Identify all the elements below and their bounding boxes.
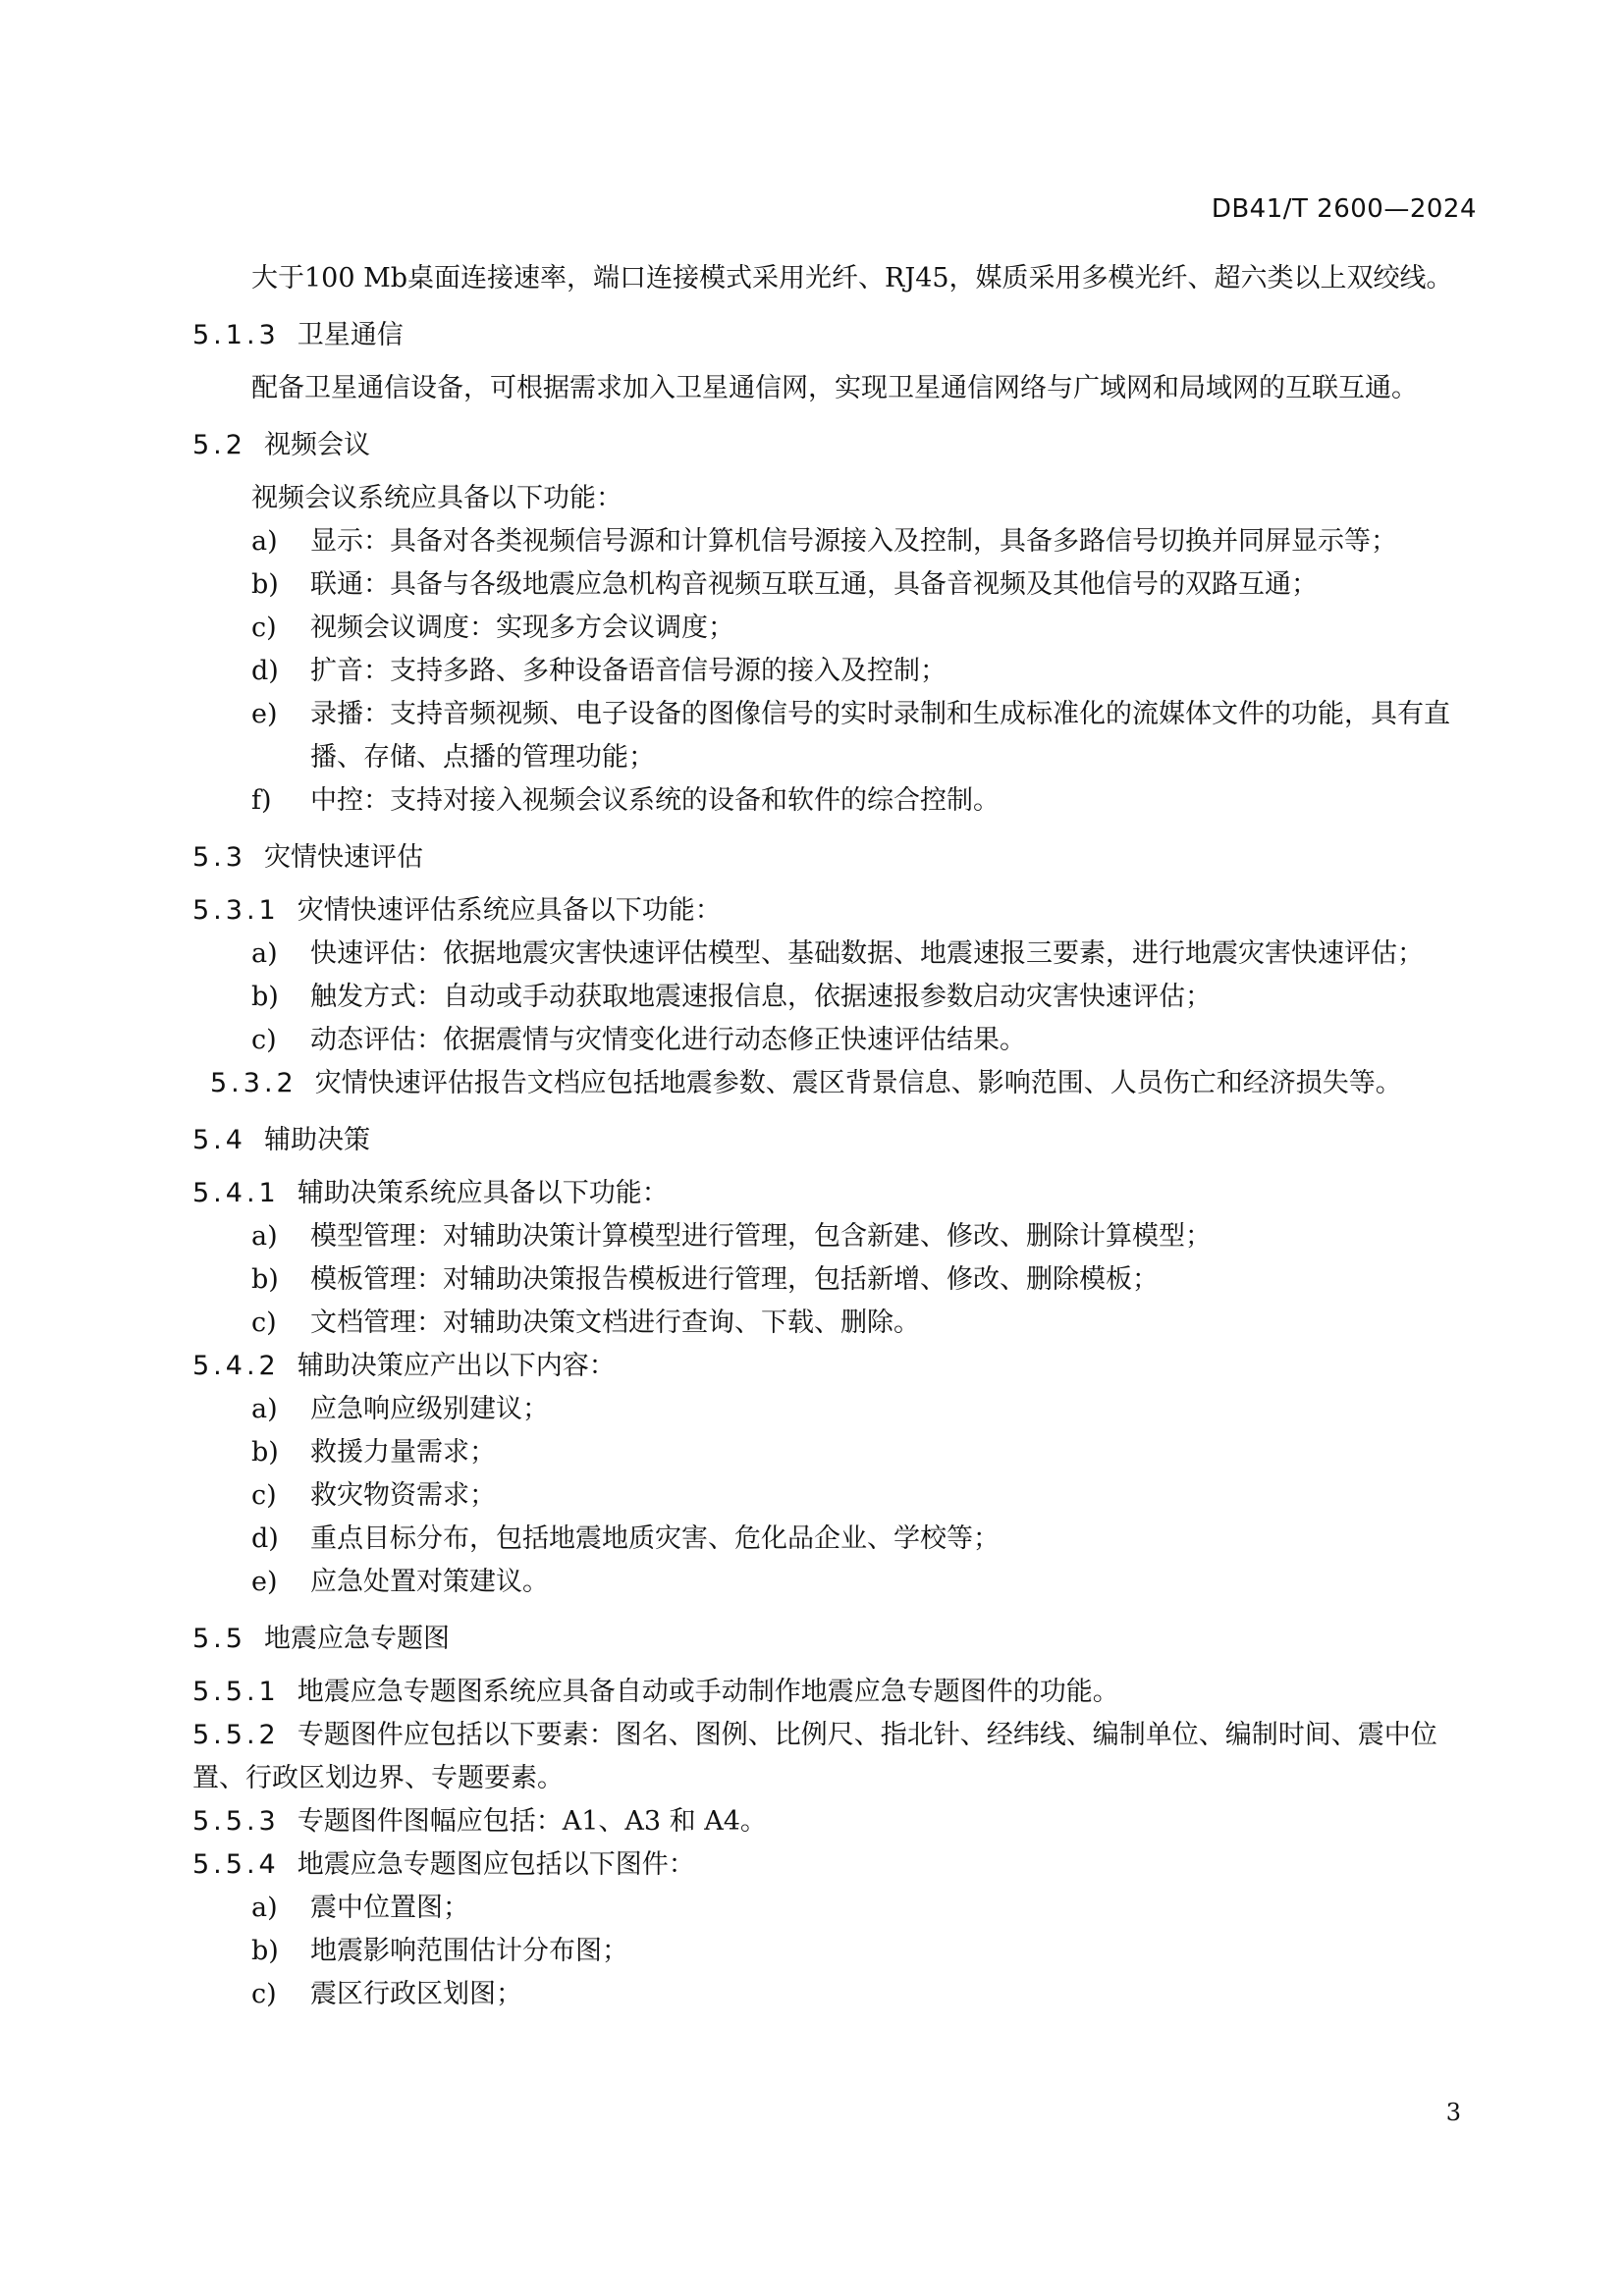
list-item: b) 模板管理：对辅助决策报告模板进行管理，包括新增、修改、删除模板； <box>251 1264 1159 1295</box>
section-heading-5-2 <box>192 424 1489 467</box>
section-heading-5-5 <box>192 1618 1489 1661</box>
list-item: b) 联通：具备与各级地震应急机构音视频互联互通，具备音视频及其他信号的双路互通； <box>251 569 1318 600</box>
list-item: a) 显示：具备对各类视频信号源和计算机信号源接入及控制，具备多路信号切换并同屏显示等； <box>251 526 1397 557</box>
clause-number: 5.5.3 <box>192 1806 280 1837</box>
list-item: b) 地震影响范围估计分布图； <box>251 1936 628 1966</box>
list-item: e) 应急处置对策建议。 <box>251 1567 549 1597</box>
section-title: 灾情快速评估 <box>263 842 423 873</box>
clause-text: 灾情快速评估系统应具备以下功能： <box>297 895 722 926</box>
list-item: f) 中控：支持对接入视频会议系统的设备和软件的综合控制。 <box>251 785 1000 816</box>
clause-5-3-2 <box>192 1062 1489 1105</box>
page-body <box>192 257 1489 2016</box>
section-number: 5.2 <box>192 430 246 460</box>
section-number: 5.3 <box>192 842 246 873</box>
list-item: a) 快速评估：依据地震灾害快速评估模型、基础数据、地震速报三要素，进行地震灾害快速评估； <box>251 938 1424 969</box>
section-number: 5.4 <box>192 1125 246 1155</box>
list-item: c) 视频会议调度：实现多方会议调度； <box>251 613 734 643</box>
clause-text: 辅助决策应产出以下内容： <box>297 1351 616 1381</box>
list-video-functions <box>192 520 1489 823</box>
section-title: 辅助决策 <box>263 1125 370 1155</box>
section-number: 5.5 <box>192 1624 246 1654</box>
clause-5-5-1 <box>192 1671 1489 1714</box>
list-item: c) 文档管理：对辅助决策文档进行查询、下载、删除。 <box>251 1308 920 1338</box>
list-item: c) 震区行政区划图； <box>251 1979 522 2009</box>
list-item: e) 录播：支持音频视频、电子设备的图像信号的实时录制和生成标准化的流媒体文件的功能，具有直播、存储、点播的管理功能； <box>251 699 1450 773</box>
clause-number: 5.4.1 <box>192 1178 280 1208</box>
clause-5-4-2 <box>192 1345 1489 1388</box>
list-item: b) 救援力量需求； <box>251 1437 496 1468</box>
clause-number: 5.3.2 <box>210 1068 298 1098</box>
clause-5-5-4 <box>192 1843 1489 1887</box>
list-item: a) 模型管理：对辅助决策计算模型进行管理，包含新建、修改、删除计算模型； <box>251 1221 1212 1252</box>
clause-number: 5.3.1 <box>192 895 280 926</box>
clause-text: 灾情快速评估报告文档应包括地震参数、震区背景信息、影响范围、人员伤亡和经济损失等。 <box>314 1068 1402 1098</box>
section-heading-5-1-3 <box>192 314 1489 357</box>
section-title: 视频会议 <box>263 430 370 460</box>
clause-text: 地震应急专题图应包括以下图件： <box>297 1849 695 1880</box>
section-heading-5-4 <box>192 1119 1489 1162</box>
continuation-paragraph: 大于100 Mb桌面连接速率，端口连接模式采用光纤、RJ45，媒质采用多模光纤、超六类以上双绞线。 <box>251 263 1453 294</box>
section-heading-5-3 <box>192 836 1489 880</box>
list-item: c) 动态评估：依据震情与灾情变化进行动态修正快速评估结果。 <box>251 1025 1026 1055</box>
clause-text: 地震应急专题图系统应具备自动或手动制作地震应急专题图件的功能。 <box>297 1677 1119 1707</box>
page-number: 3 <box>1445 2099 1461 2126</box>
clause-5-4-1 <box>192 1172 1489 1215</box>
clause-5-5-2 <box>192 1714 1489 1800</box>
paragraph-video-intro: 视频会议系统应具备以下功能： <box>251 483 623 513</box>
document-code-header: DB41/T 2600—2024 <box>1211 194 1477 224</box>
list-item: a) 应急响应级别建议； <box>251 1394 549 1424</box>
list-item: a) 震中位置图； <box>251 1893 469 1923</box>
section-title: 地震应急专题图 <box>263 1624 450 1654</box>
section-number: 5.1.3 <box>192 320 280 350</box>
clause-number: 5.5.4 <box>192 1849 280 1880</box>
clause-text: 专题图件图幅应包括：A1、A3 和 A4。 <box>297 1806 767 1837</box>
clause-text: 辅助决策系统应具备以下功能： <box>297 1178 669 1208</box>
clause-number: 5.5.2 <box>192 1720 280 1750</box>
section-title: 卫星通信 <box>297 320 404 350</box>
clause-text: 专题图件应包括以下要素：图名、图例、比例尺、指北针、经纬线、编制单位、编制时间、震中位置、行政区划边界、专题要素。 <box>192 1720 1437 1793</box>
list-item: b) 触发方式：自动或手动获取地震速报信息，依据速报参数启动灾害快速评估； <box>251 982 1212 1012</box>
list-item: c) 救灾物资需求； <box>251 1480 496 1511</box>
paragraph-satellite: 配备卫星通信设备，可根据需求加入卫星通信网，实现卫星通信网络与广域网和局域网的互联互通。 <box>251 373 1418 403</box>
clause-number: 5.5.1 <box>192 1677 280 1707</box>
clause-number: 5.4.2 <box>192 1351 280 1381</box>
list-item: d) 重点目标分布，包括地震地质灾害、危化品企业、学校等； <box>251 1523 1000 1554</box>
clause-5-3-1 <box>192 889 1489 933</box>
clause-5-5-3 <box>192 1800 1489 1843</box>
list-item: d) 扩音：支持多路、多种设备语音信号源的接入及控制； <box>251 656 947 686</box>
